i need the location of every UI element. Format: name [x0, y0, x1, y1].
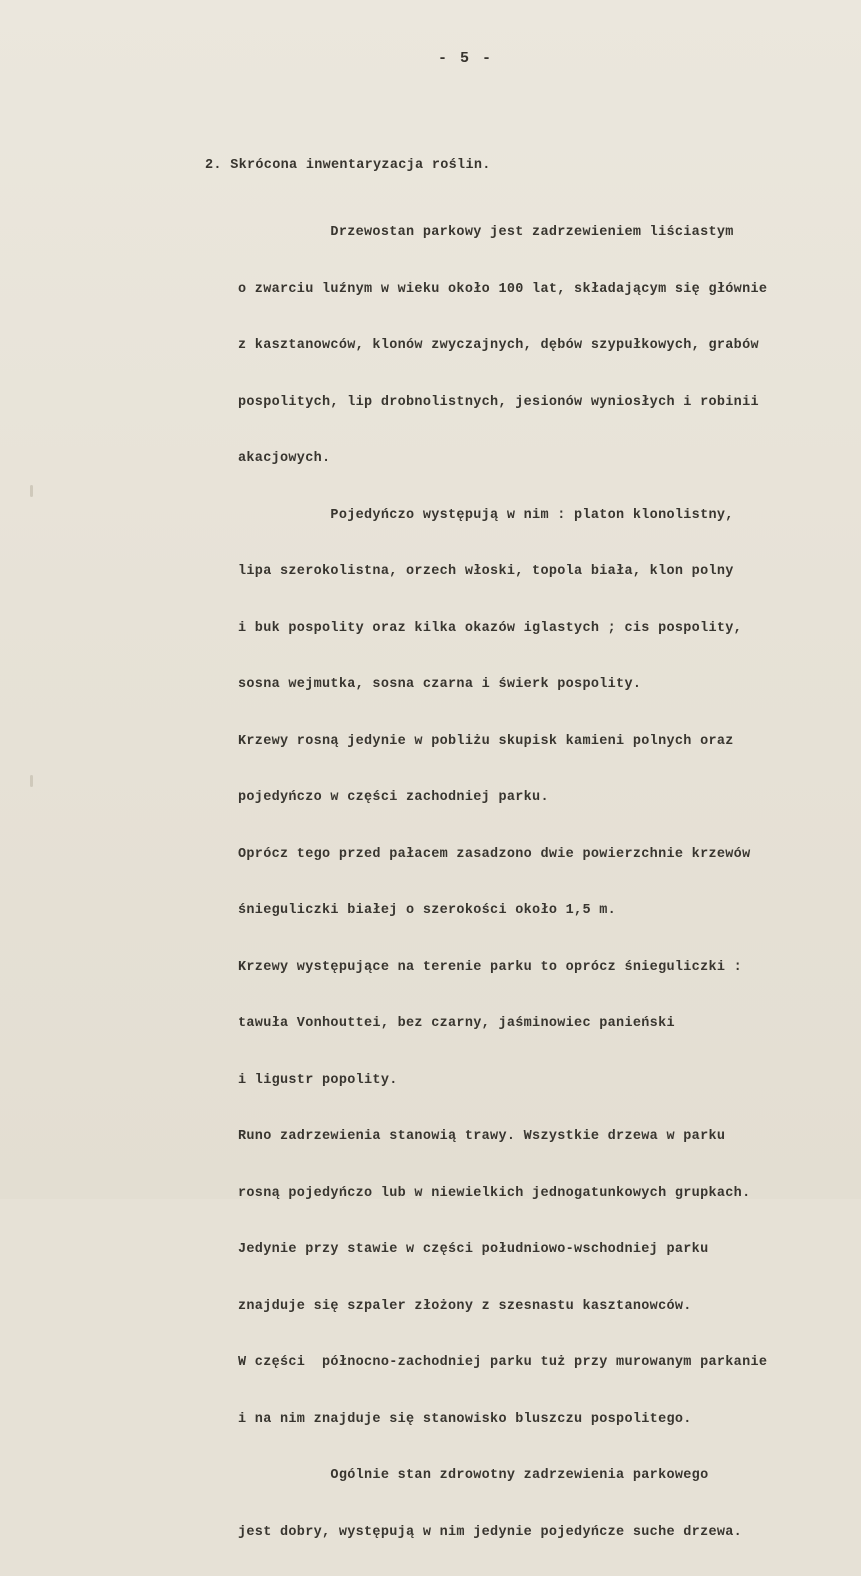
section-heading: 2. Skrócona inwentaryzacja roślin. — [205, 158, 491, 173]
page-number: - 5 - — [438, 50, 494, 67]
text-line: Drzewostan parkowy jest zadrzewieniem liściastym — [238, 225, 734, 240]
punch-hole-mark — [30, 775, 33, 787]
text-line: pospolitych, lip drobnolistnych, jesionów wyniosłych i robinii — [238, 394, 759, 410]
text-line: Runo zadrzewienia stanowią trawy. Wszystkie drzewa w parku — [238, 1129, 726, 1144]
text-line: akacjowych. — [238, 451, 331, 466]
text-line: rosną pojedyńczo lub w niewielkich jednogatunkowych grupkach. — [238, 1185, 751, 1201]
text-line: W części północno-zachodniej parku tuż przy murowanym parkanie — [238, 1355, 768, 1370]
text-line: pojedyńczo w części zachodniej parku. — [238, 790, 549, 805]
text-line: o zwarciu luźnym w wieku około 100 lat, składającym się głównie — [238, 281, 768, 297]
text-line: i na nim znajduje się stanowisko bluszczu pospolitego. — [238, 1411, 692, 1427]
text-line: i buk pospolity oraz kilka okazów iglastych ; cis pospolity, — [238, 620, 743, 636]
text-line: z kasztanowców, klonów zwyczajnych, dębów szypułkowych, grabów — [238, 338, 759, 353]
text-line: Krzewy rosną jedynie w pobliżu skupisk kamieni polnych oraz — [238, 733, 734, 749]
text-line: znajduje się szpaler złożony z szesnastu kasztanowców. — [238, 1298, 692, 1314]
text-line: Ogólnie stan zdrowotny zadrzewienia parkowego — [238, 1468, 709, 1483]
body-text — [238, 190, 767, 1576]
text-line: tawuła Vonhouttei, bez czarny, jaśminowiec panieński — [238, 1016, 675, 1031]
text-line: Oprócz tego przed pałacem zasadzono dwie powierzchnie krzewów — [238, 846, 751, 862]
punch-hole-mark — [30, 485, 33, 497]
text-line: Pojedyńczo występują w nim : platon klonolistny, — [238, 507, 734, 523]
text-line: Jedynie przy stawie w części południowo-wschodniej parku — [238, 1242, 709, 1257]
text-line: i ligustr popolity. — [238, 1072, 398, 1088]
text-line: Krzewy występujące na terenie parku to oprócz śnieguliczki : — [238, 959, 743, 975]
text-line: sosna wejmutka, sosna czarna i świerk pospolity. — [238, 677, 642, 692]
text-line: jest dobry, występują w nim jedynie pojedyńcze suche drzewa. — [238, 1524, 743, 1540]
text-line: lipa szerokolistna, orzech włoski, topola biała, klon polny — [238, 564, 734, 579]
text-line: śnieguliczki białej o szerokości około 1,5 m. — [238, 903, 617, 918]
